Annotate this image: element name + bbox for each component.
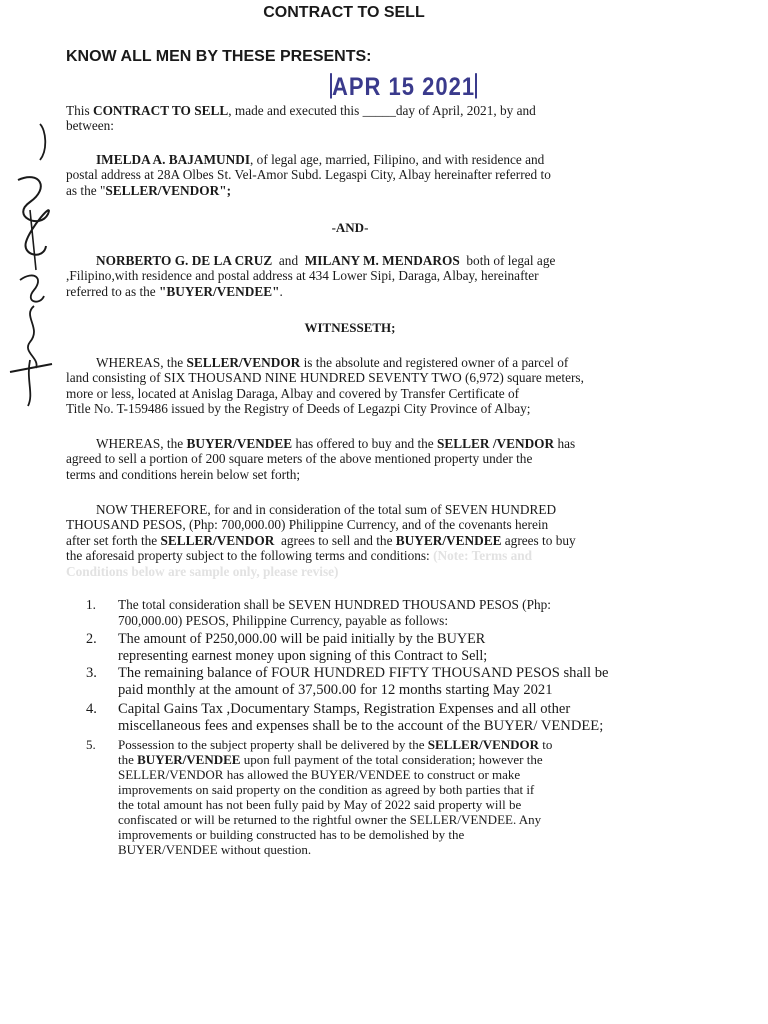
buyers-paragraph: NORBERTO G. DE LA CRUZ and MILANY M. MENDAROS both of legal age ,Filipino,with residence and postal address at 434 Lower Sipi, Daraga, Albay, hereinafter referred to as the "BUYER/VENDEE".	[66, 253, 556, 299]
seller-paragraph: IMELDA A. BAJAMUNDI, of legal age, married, Filipino, and with residence and postal address at 28A Olbes St. Vel-Amor Subd. Legaspi City, Albay hereinafter referred to as the "SELLER/VENDOR";	[66, 152, 551, 198]
whereas-paragraph-2: WHEREAS, the BUYER/VENDEE has offered to buy and the SELLER /VENDOR has agreed to sell a portion of 200 square meters of the above mentioned property under the terms and conditions herein below set forth;	[66, 436, 576, 482]
page-bottom-margin	[0, 860, 768, 1024]
witnesseth-heading: WITNESSETH;	[304, 320, 396, 335]
sample-note-line2: Conditions below are sample only, please revise)	[66, 563, 339, 579]
buyer-name-2: MILANY M. MENDAROS	[304, 253, 460, 268]
date-stamp	[330, 72, 477, 102]
sample-note: (Note: Terms and	[433, 548, 533, 564]
and-separator: -AND-	[331, 220, 369, 235]
date-stamp-text: APR 15 2021	[332, 72, 476, 101]
know-all-men-heading: KNOW ALL MEN BY THESE PRESENTS:	[66, 48, 372, 65]
now-therefore-paragraph: NOW THEREFORE, for and in consideration of the total sum of SEVEN HUNDRED THOUSAND PESOS, (Php: 700,000.00) Philippine Currency, and of the covenants herein after set forth the SELLER/VENDOR agrees to sell and the BUYER/VENDEE agrees to buy the aforesaid property subject to the following terms and conditions: (Note: Terms and Conditions below are sample only, please revise)	[66, 502, 646, 579]
document-title: CONTRACT TO SELL	[263, 4, 425, 21]
list-item: 1. The total consideration shall be SEVEN HUNDRED THOUSAND PESOS (Php: 700,000.00) PESOS, Philippine Currency, payable as follows:	[86, 597, 551, 628]
handwritten-signature	[0, 110, 64, 410]
whereas-paragraph-1: WHEREAS, the SELLER/VENDOR is the absolute and registered owner of a parcel of land consisting of SIX THOUSAND NINE HUNDRED SEVENTY TWO (6,972) square meters, more or less, located at Anislag Daraga, Albay and covered by Transfer Certificate of Title No. T-159486 issued by the Registry of Deeds of Legazpi City Province of Albay;	[66, 355, 584, 417]
list-item: 4. Capital Gains Tax ,Documentary Stamps, Registration Expenses and all other miscellaneous fees and expenses shall be to the account of the BUYER/ VENDEE;	[86, 701, 604, 734]
seller-name: IMELDA A. BAJAMUNDI	[96, 152, 251, 167]
buyer-name-1: NORBERTO G. DE LA CRUZ	[96, 253, 273, 268]
list-item: 3. The remaining balance of FOUR HUNDRED FIFTY THOUSAND PESOS shall be paid monthly at the amount of 37,500.00 for 12 months starting May 2021	[86, 665, 609, 698]
list-item: 2. The amount of P250,000.00 will be paid initially by the BUYER representing earnest money upon signing of this Contract to Sell;	[86, 631, 488, 664]
intro-paragraph: This CONTRACT TO SELL, made and executed this _____day of April, 2021, by and between:	[66, 103, 536, 134]
terms-list	[86, 597, 626, 857]
list-item: 5. Possession to the subject property shall be delivered by the SELLER/VENDOR to the BUYER/VENDEE upon full payment of the total consideration; however the SELLER/VENDOR has allowed the BUYER/VENDEE to construct or make improvements on said property on the condition as agreed by both parties that if the total amount has not been fully paid by May of 2022 said property will be confiscated or will be returned to the rightful owner the SELLER/VENDEE. Any improvements or building constructed has to be demolished by the BUYER/VENDEE without question.	[86, 737, 553, 857]
